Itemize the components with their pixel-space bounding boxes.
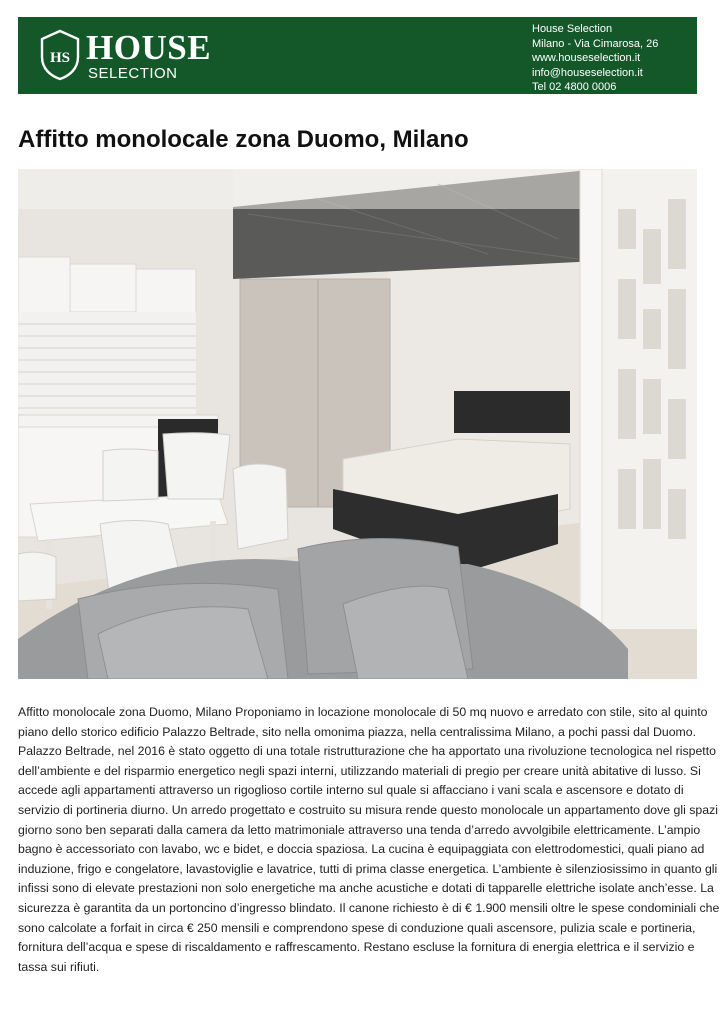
logo-brand-text: HOUSE [86, 28, 212, 67]
description-text: Affitto monolocale zona Duomo, Milano Proponiamo in locazione monolocale di 50 mq nuovo e arredato con stile, sito al quinto piano dello storico edificio Palazzo Beltrade, sito nella omonima piazza, nella centralissima Milano, a pochi passi dal Duomo. Palazzo Beltrade, nel 2016 è stato oggetto di una totale ristrutturazione che ha apportato una rivoluzione tecnologica nel rispetto dell’ambiente e del risparmio energetico negli spazi interni, utilizzando materiali di pregio per creare unità abitative di lusso. Si accede agli appartamenti attraverso un rigoglioso cortile interno sul quale si affacciano i vani scala e ascensore e dotato di servizio di portineria diurno. Un arredo progettato e costruito su misura rende questo monolocale un appartamento dove gli spazi giorno sono ben separati dalla camera da letto matrimoniale attraverso una tenda d’arredo avvolgibile elettricamente. L’ampio bagno è accessoriato con lavabo, wc e bidet, e doccia spaziosa. La cucina è equipaggiata con elettrodomestici, quali piano ad induzione, frigo e congelatore, lavastoviglie e lavatrice, tutti di prima classe energetica. L’ambiente è silenziosissimo in quanto gli infissi sono di elevate prestazioni non solo energetiche ma anche acustiche e dotati di tapparelle elettriche isolate anch’esse. La sicurezza è garantita da un portoncino d’ingresso blindato. Il canone richiesto è di € 1.900 mensili oltre le spese condominiali che sono calcolate a forfait in circa € 250 mensili e comprendono spese di conduzione quali ascensore, pulizia scale e portineria, fornitura dell’acqua e spese di riscaldamento e raffrescamento. Restano escluse la fornitura di energia elettrica e il servizio e tassa sui rifiuti. [18, 705, 720, 974]
contact-phone: Tel 02 4800 0006 [532, 81, 617, 93]
shield-logo-icon [40, 29, 80, 81]
logo-monogram: HS [49, 50, 71, 66]
header-bar [18, 17, 697, 94]
logo-sub-text: SELECTION [88, 65, 178, 82]
contact-email[interactable]: info@houseselection.it [532, 66, 643, 79]
contact-name: House Selection [532, 23, 613, 35]
contact-website[interactable]: www.houseselection.it [532, 52, 641, 64]
brand-logo[interactable] [40, 27, 240, 87]
apartment-photo [18, 169, 697, 679]
page-title: Affitto monolocale zona Duomo, Milano [18, 126, 469, 153]
contact-block [532, 22, 692, 95]
contact-address: Milano - Via Cimarosa, 26 [532, 37, 659, 50]
